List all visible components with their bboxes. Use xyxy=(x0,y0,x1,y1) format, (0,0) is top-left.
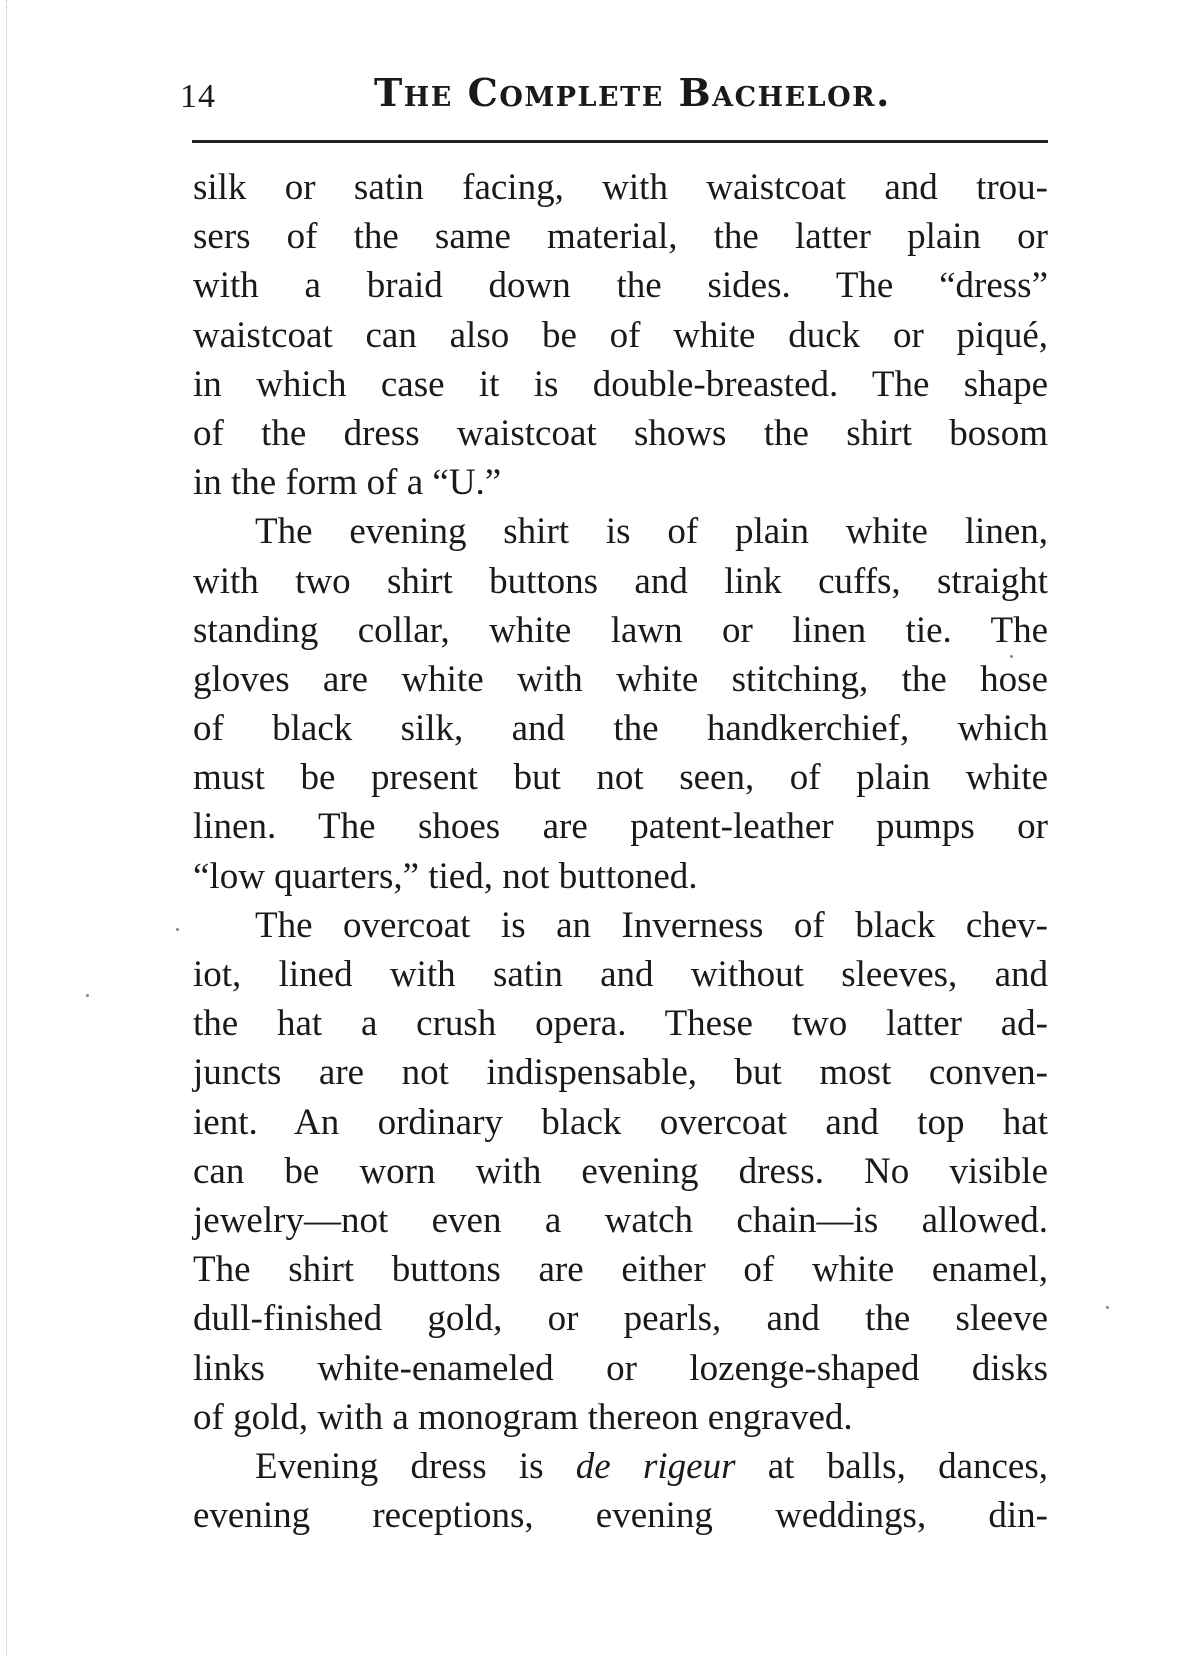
text-line: can be worn with evening dress. No visible xyxy=(193,1150,1048,1192)
page-header xyxy=(174,70,1040,130)
text-fragment: at balls, dances, xyxy=(735,1445,1048,1487)
page-gutter-edge xyxy=(6,0,7,1656)
text-line: waistcoat can also be of white duck or piqué, xyxy=(193,314,1048,356)
text-line: of the dress waistcoat shows the shirt bosom xyxy=(193,412,1048,454)
text-line: linen. The shoes are patent-leather pumps or xyxy=(193,806,1048,848)
body-text xyxy=(193,163,1048,1540)
text-line: The overcoat is an Inverness of black chev- xyxy=(255,904,1048,946)
text-line: jewelry—not even a watch chain—is allowed. xyxy=(193,1199,1048,1241)
text-line: juncts are not indispensable, but most conven- xyxy=(193,1052,1048,1094)
running-title: The Complete Bachelor. xyxy=(374,70,891,115)
text-line: “low quarters,” tied, not buttoned. xyxy=(193,855,698,897)
page-number: 14 xyxy=(180,78,216,115)
text-line: evening receptions, evening weddings, din- xyxy=(193,1495,1048,1537)
text-line: links white-enameled or lozenge-shaped disks xyxy=(193,1347,1048,1389)
text-line: silk or satin facing, with waistcoat and trou- xyxy=(193,167,1048,208)
text-line: The shirt buttons are either of white enamel, xyxy=(193,1249,1048,1291)
header-rule xyxy=(192,140,1048,143)
text-fragment: Evening dress is xyxy=(255,1445,576,1487)
text-line: ient. An ordinary black overcoat and top hat xyxy=(193,1101,1048,1143)
text-line: dull-finished gold, or pearls, and the sleeve xyxy=(193,1298,1048,1340)
text-line: in the form of a “U.” xyxy=(193,462,502,504)
text-line: of black silk, and the handkerchief, which xyxy=(193,708,1048,750)
text-line: with two shirt buttons and link cuffs, straight xyxy=(193,560,1048,602)
text-line: of gold, with a monogram thereon engraved. xyxy=(193,1396,853,1438)
text-line: must be present but not seen, of plain white xyxy=(193,757,1048,799)
paper-speck xyxy=(86,994,89,997)
paper-speck xyxy=(176,928,179,931)
text-line: gloves are white with white stitching, the hose xyxy=(193,658,1048,700)
text-line: the hat a crush opera. These two latter ad- xyxy=(193,1003,1048,1045)
paper-speck xyxy=(1106,1306,1109,1309)
text-line: iot, lined with satin and without sleeves, and xyxy=(193,954,1048,995)
text-line xyxy=(193,1442,1048,1491)
italic-phrase: de rigeur xyxy=(575,1445,736,1487)
text-line: sers of the same material, the latter plain or xyxy=(193,216,1048,258)
text-line: The evening shirt is of plain white linen, xyxy=(255,511,1048,553)
text-line: with a braid down the sides. The “dress” xyxy=(193,265,1048,307)
text-line: in which case it is double-breasted. The shape xyxy=(193,363,1048,405)
paper-speck xyxy=(1010,655,1013,658)
text-line: standing collar, white lawn or linen tie. The xyxy=(193,609,1048,651)
